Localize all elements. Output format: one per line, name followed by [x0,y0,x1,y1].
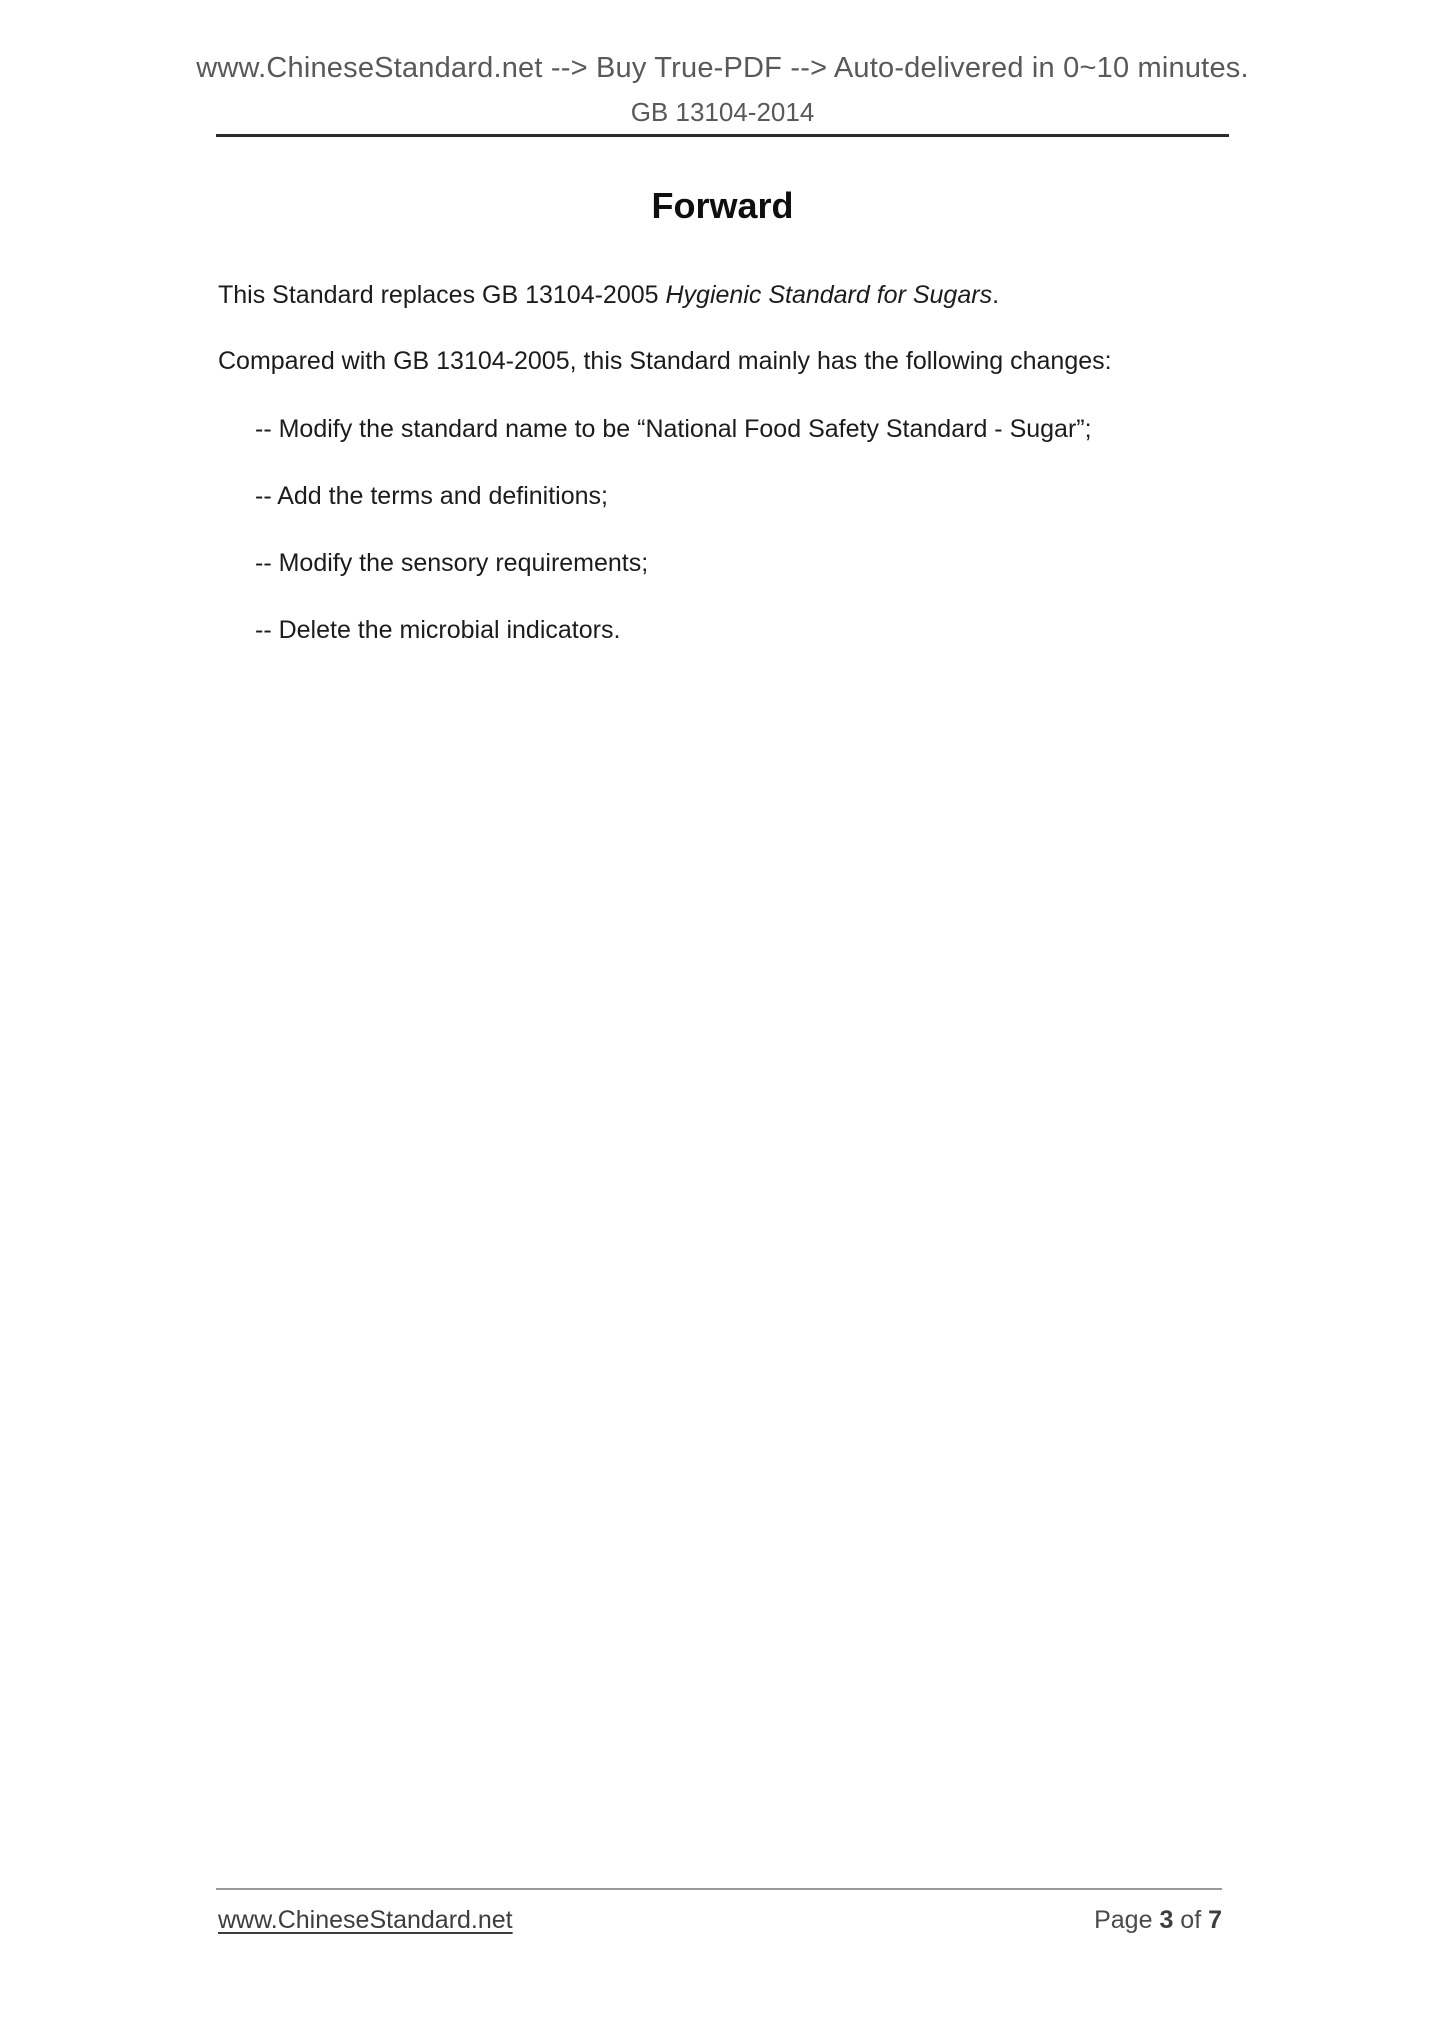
page-title: Forward [651,185,794,226]
page-number-current: 3 [1159,1906,1174,1934]
change-item: -- Delete the microbial indicators. [255,616,621,644]
page-indicator-middle: of [1173,1906,1209,1934]
change-item: -- Modify the sensory requirements; [255,549,649,577]
paragraph-replaces [218,280,1228,310]
page-number-total: 7 [1208,1906,1222,1934]
paragraph-compared: Compared with GB 13104-2005, this Standard mainly has the following changes: [218,347,1112,375]
page-indicator-prefix: Page [1094,1906,1160,1934]
header-doc-number: GB 13104-2014 [630,97,815,127]
paragraph-replaces-text: This Standard replaces GB 13104-2005 [218,281,666,309]
footer-divider [216,1888,1222,1890]
change-item: -- Modify the standard name to be “National Food Safety Standard - Sugar”; [255,415,1092,443]
header-divider [216,134,1229,137]
standard-name-italic: Hygienic Standard for Sugars [665,281,993,309]
change-item: -- Add the terms and definitions; [255,482,608,510]
footer-site-link[interactable]: www.ChineseStandard.net [218,1906,513,1934]
header-banner: www.ChineseStandard.net --> Buy True-PDF --> Auto-delivered in 0~10 minutes. [196,52,1249,84]
paragraph-replaces-period: . [992,281,1000,309]
page-indicator [216,1905,1222,1935]
